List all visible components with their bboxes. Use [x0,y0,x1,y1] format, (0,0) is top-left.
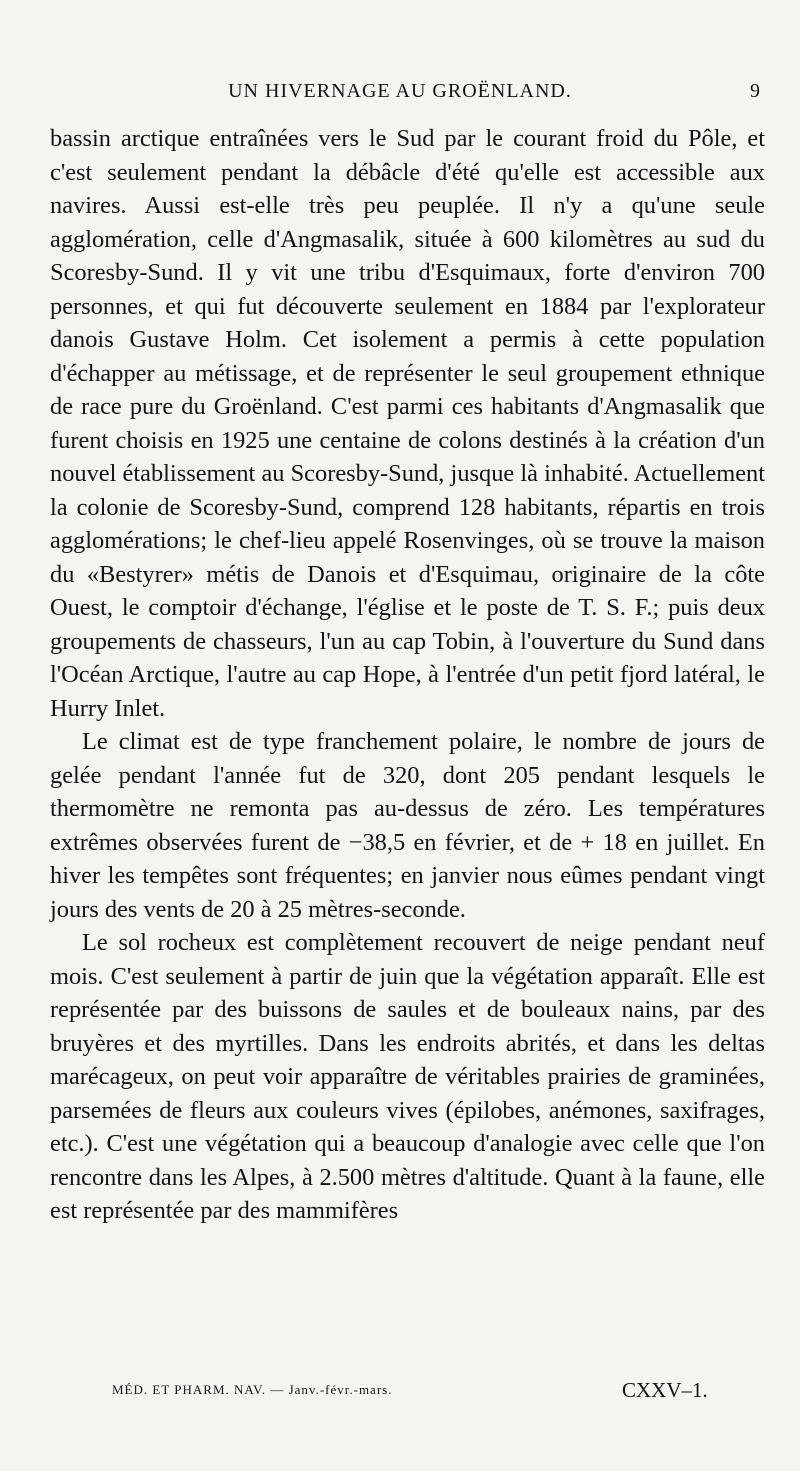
page-number: 9 [750,80,760,102]
page-footer [0,1378,800,1408]
paragraph-1: bassin arctique entraînées vers le Sud par le courant froid du Pôle, et c'est seulement pendant la débâcle d'été qu'elle est accessible aux navires. Aussi est-elle très peu peuplée. Il n'y a qu'une seule agglomération, celle d'Angmasalik, située à 600 kilomètres au sud du Scoresby-Sund. Il y vit une tribu d'Esquimaux, forte d'environ 700 personnes, et qui fut découverte seulement en 1884 par l'explorateur danois Gustave Holm. Cet isolement a permis à cette population d'échapper au métissage, et de représenter le seul groupement ethnique de race pure du Groënland. C'est parmi ces habitants d'Angmasalik que furent choisis en 1925 une centaine de colons destinés à la création d'un nouvel établissement au Scoresby-Sund, jusque là inhabité. Actuellement la colonie de Scoresby-Sund, comprend 128 habitants, répartis en trois agglomérations; le chef-lieu appelé Rosenvinges, où se trouve la maison du «Bestyrer» métis de Danois et d'Esquimau, originaire de la côte Ouest, le comptoir d'échange, l'église et le poste de T. S. F.; puis deux groupements de chasseurs, l'un au cap Tobin, à l'ouverture du Sund dans l'Océan Arctique, l'autre au cap Hope, à l'entrée d'un petit fjord latéral, le Hurry Inlet. [50,125,765,722]
paragraph-3: Le sol rocheux est complètement recouvert de neige pendant neuf mois. C'est seulement à partir de juin que la végétation apparaît. Elle est représentée par des buissons de saules et de bouleaux nains, par des bruyères et des myrtilles. Dans les endroits abrités, et dans les deltas marécageux, on peut voir apparaître de véritables prairies de graminées, parsemées de fleurs aux couleurs vives (épilobes, anémones, saxifrages, etc.). C'est une végétation qui a beaucoup d'analogie avec celle que l'on rencontre dans les Alpes, à 2.500 mètres d'altitude. Quant à la faune, elle est représentée par des mammifères [50,929,765,1224]
running-title: UN HIVERNAGE AU GROËNLAND. [228,80,572,102]
paragraph-2: Le climat est de type franchement polaire, le nombre de jours de gelée pendant l'année fut de 320, dont 205 pendant lesquels le thermomètre ne remonta pas au-dessus de zéro. Les températures extrêmes observées furent de −38,5 en février, et de + 18 en juillet. En hiver les tempêtes sont fréquentes; en janvier nous eûmes pendant vingt jours des vents de 20 à 25 mètres-seconde. [50,728,765,923]
body-text [50,122,765,1228]
running-head [0,80,800,110]
journal-footer: MÉD. ET PHARM. NAV. — Janv.-févr.-mars. [112,1382,393,1397]
signature-mark: CXXV–1. [622,1378,708,1402]
